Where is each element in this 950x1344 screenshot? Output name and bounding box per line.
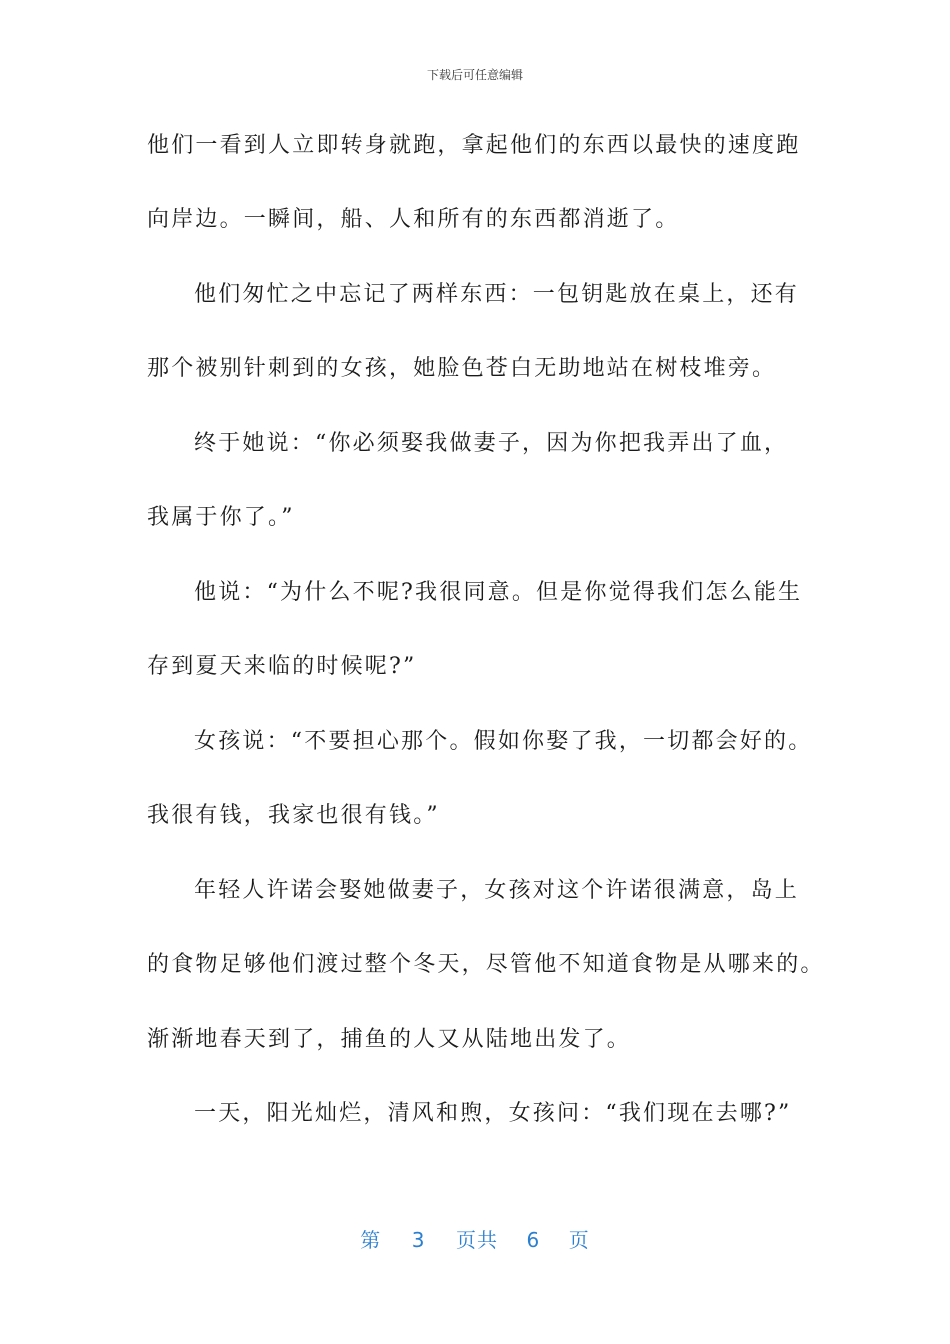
- footer-label-pages: 页: [568, 1228, 590, 1252]
- text-line: 一天，阳光灿烂，清风和煦，女孩问：“我们现在去哪?”: [194, 1101, 792, 1126]
- text-line: 存到夏天来临的时候呢?”: [147, 654, 417, 679]
- text-line: 向岸边。一瞬间，船、人和所有的东西都消逝了。: [147, 207, 680, 232]
- text-line: 的食物足够他们渡过整个冬天，尽管他不知道食物是从哪来的。: [147, 952, 825, 977]
- footer-label-of: 页共: [456, 1228, 498, 1252]
- text-line: 渐渐地春天到了，捕鱼的人又从陆地出发了。: [147, 1027, 632, 1052]
- text-line: 我属于你了。”: [147, 505, 295, 530]
- text-line: 他们一看到人立即转身就跑，拿起他们的东西以最快的速度跑: [147, 133, 801, 158]
- text-line: 他们匆忙之中忘记了两样东西：一包钥匙放在桌上，还有: [194, 282, 800, 307]
- text-line: 那个被别针刺到的女孩，她脸色苍白无助地站在树枝堆旁。: [147, 356, 777, 381]
- text-line: 他说：“为什么不呢?我很同意。但是你觉得我们怎么能生: [194, 580, 803, 605]
- text-line: 终于她说：“你必须娶我做妻子，因为你把我弄出了血，: [194, 431, 789, 456]
- page-footer: [0, 1224, 950, 1253]
- current-page-number: 3: [411, 1228, 426, 1252]
- text-line: 我很有钱，我家也很有钱。”: [147, 803, 440, 828]
- page-header: 下载后可任意编辑: [426, 68, 523, 82]
- footer-label-page: 第: [360, 1228, 382, 1252]
- text-line: 年轻人许诺会娶她做妻子，女孩对这个许诺很满意，岛上: [194, 878, 800, 903]
- text-line: 女孩说：“不要担心那个。假如你娶了我，一切都会好的。: [194, 729, 813, 754]
- total-pages-number: 6: [526, 1228, 541, 1252]
